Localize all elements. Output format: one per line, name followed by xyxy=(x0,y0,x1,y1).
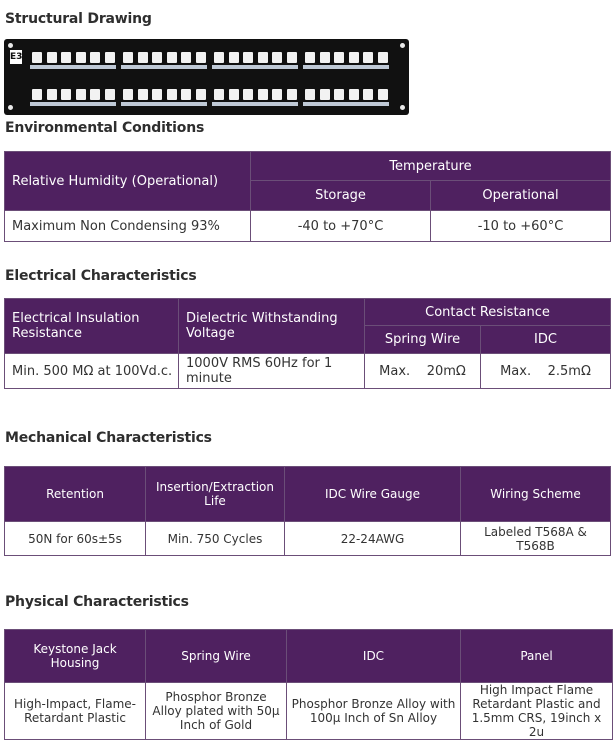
keystone-port-icon xyxy=(363,52,373,63)
humidity-value: Maximum Non Condensing 93% xyxy=(5,211,251,242)
retention-value: 50N for 60s±5s xyxy=(5,522,146,556)
keystone-port-icon xyxy=(229,89,239,100)
mount-hole-icon xyxy=(400,43,405,48)
keystone-port-icon xyxy=(320,52,330,63)
keystone-port-icon xyxy=(167,89,177,100)
keystone-port-icon xyxy=(287,52,297,63)
keystone-port-icon xyxy=(196,89,206,100)
environmental-conditions-title: Environmental Conditions xyxy=(5,120,205,136)
keystone-port-icon xyxy=(196,52,206,63)
label-strip xyxy=(30,65,116,69)
keystone-port-icon xyxy=(334,89,344,100)
keystone-port-icon xyxy=(305,52,315,63)
keystone-port-icon xyxy=(90,52,100,63)
physical-characteristics-title: Physical Characteristics xyxy=(5,594,189,610)
port-group xyxy=(121,88,209,108)
idc-header: IDC xyxy=(287,630,461,683)
housing-header: Keystone Jack Housing xyxy=(5,630,146,683)
mount-hole-icon xyxy=(8,105,13,110)
wiring-scheme-header: Wiring Scheme xyxy=(461,467,611,522)
label-strip xyxy=(121,65,207,69)
storage-value: -40 to +70°C xyxy=(251,211,431,242)
mechanical-characteristics-title: Mechanical Characteristics xyxy=(5,430,212,446)
idc-value: Phosphor Bronze Alloy with 100μ Inch of Sn Alloy xyxy=(287,683,461,740)
keystone-port-icon xyxy=(272,89,282,100)
idc-header: IDC xyxy=(481,326,611,354)
keystone-port-icon xyxy=(214,89,224,100)
keystone-port-icon xyxy=(214,52,224,63)
keystone-port-icon xyxy=(349,52,359,63)
port-group xyxy=(303,51,391,71)
keystone-port-icon xyxy=(363,89,373,100)
keystone-port-icon xyxy=(138,52,148,63)
label-strip xyxy=(121,102,207,106)
keystone-port-icon xyxy=(305,89,315,100)
keystone-port-icon xyxy=(47,89,57,100)
port-group xyxy=(212,51,300,71)
keystone-port-icon xyxy=(152,89,162,100)
keystone-port-icon xyxy=(76,89,86,100)
temperature-header: Temperature xyxy=(251,152,611,181)
insertion-extraction-value: Min. 750 Cycles xyxy=(146,522,285,556)
spring-wire-header: Spring Wire xyxy=(365,326,481,354)
environmental-table xyxy=(4,151,611,242)
keystone-port-icon xyxy=(138,89,148,100)
keystone-port-icon xyxy=(123,89,133,100)
dielectric-value: 1000V RMS 60Hz for 1 minute xyxy=(179,354,365,389)
keystone-port-icon xyxy=(90,89,100,100)
keystone-port-icon xyxy=(378,52,388,63)
port-group xyxy=(303,88,391,108)
keystone-port-icon xyxy=(61,89,71,100)
physical-table xyxy=(4,629,613,740)
keystone-port-icon xyxy=(320,89,330,100)
spring-wire-value: Max. 20mΩ xyxy=(365,354,481,389)
patch-panel-drawing xyxy=(4,39,409,115)
keystone-port-icon xyxy=(287,89,297,100)
wire-gauge-value: 22-24AWG xyxy=(285,522,461,556)
insulation-value: Min. 500 MΩ at 100Vd.c. xyxy=(5,354,179,389)
keystone-port-icon xyxy=(32,89,42,100)
dielectric-header: Dielectric Withstanding Voltage xyxy=(179,299,365,354)
idc-value: Max. 2.5mΩ xyxy=(481,354,611,389)
electrical-characteristics-title: Electrical Characteristics xyxy=(5,268,197,284)
keystone-port-icon xyxy=(181,89,191,100)
keystone-port-icon xyxy=(334,52,344,63)
panel-value: High Impact Flame Retardant Plastic and 1.5mm CRS, 19inch x 2u xyxy=(461,683,613,740)
wire-gauge-header: IDC Wire Gauge xyxy=(285,467,461,522)
humidity-header: Relative Humidity (Operational) xyxy=(5,152,251,211)
keystone-port-icon xyxy=(243,52,253,63)
panel-header: Panel xyxy=(461,630,613,683)
keystone-port-icon xyxy=(76,52,86,63)
keystone-port-icon xyxy=(349,89,359,100)
electrical-table xyxy=(4,298,611,389)
keystone-port-icon xyxy=(61,52,71,63)
keystone-port-icon xyxy=(105,52,115,63)
port-group xyxy=(30,88,118,108)
housing-value: High-Impact, Flame-Retardant Plastic xyxy=(5,683,146,740)
keystone-port-icon xyxy=(32,52,42,63)
storage-header: Storage xyxy=(251,181,431,211)
keystone-port-icon xyxy=(258,89,268,100)
keystone-port-icon xyxy=(181,52,191,63)
keystone-port-icon xyxy=(167,52,177,63)
insulation-header: Electrical Insulation Resistance xyxy=(5,299,179,354)
spring-wire-value: Phosphor Bronze Alloy plated with 50μ Inch of Gold xyxy=(146,683,287,740)
port-group xyxy=(30,51,118,71)
contact-resistance-header: Contact Resistance xyxy=(365,299,611,326)
label-strip xyxy=(30,102,116,106)
brand-logo: E3 xyxy=(10,52,23,62)
label-strip xyxy=(303,102,389,106)
port-group xyxy=(212,88,300,108)
spring-wire-header: Spring Wire xyxy=(146,630,287,683)
retention-header: Retention xyxy=(5,467,146,522)
label-strip xyxy=(303,65,389,69)
operational-header: Operational xyxy=(431,181,611,211)
wiring-scheme-value: Labeled T568A & T568B xyxy=(461,522,611,556)
keystone-port-icon xyxy=(152,52,162,63)
keystone-port-icon xyxy=(272,52,282,63)
keystone-port-icon xyxy=(378,89,388,100)
mechanical-table xyxy=(4,466,611,556)
mount-hole-icon xyxy=(8,43,13,48)
operational-value: -10 to +60°C xyxy=(431,211,611,242)
port-group xyxy=(121,51,209,71)
keystone-port-icon xyxy=(229,52,239,63)
keystone-port-icon xyxy=(258,52,268,63)
insertion-extraction-header: Insertion/Extraction Life xyxy=(146,467,285,522)
mount-hole-icon xyxy=(400,105,405,110)
label-strip xyxy=(212,65,298,69)
keystone-port-icon xyxy=(47,52,57,63)
keystone-port-icon xyxy=(123,52,133,63)
keystone-port-icon xyxy=(243,89,253,100)
keystone-port-icon xyxy=(105,89,115,100)
label-strip xyxy=(212,102,298,106)
structural-drawing-title: Structural Drawing xyxy=(5,11,152,27)
